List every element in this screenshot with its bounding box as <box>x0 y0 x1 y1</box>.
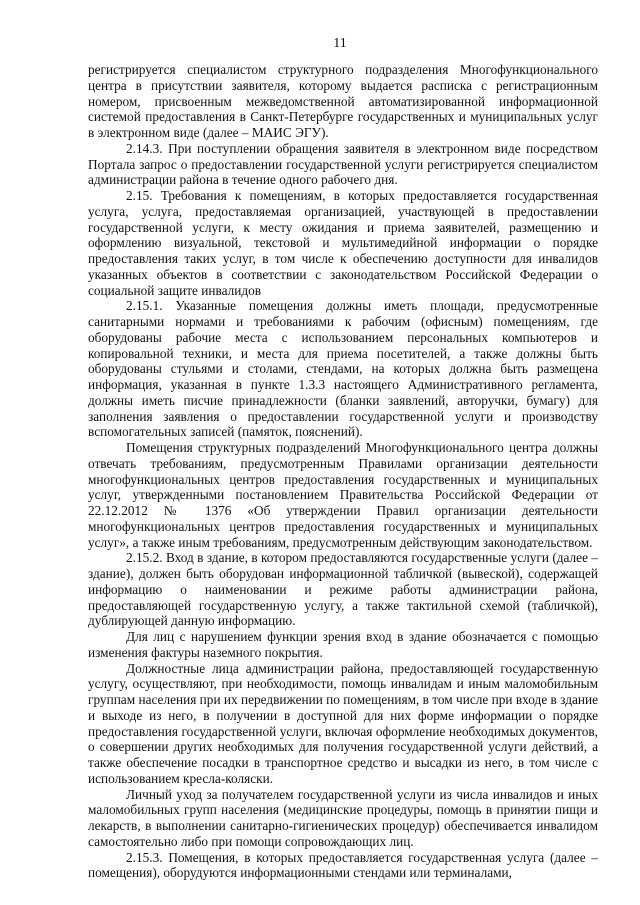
paragraph-2-15-1: 2.15.1. Указанные помещения должны иметь площади, предусмотренные санитарными нормами и требованиями к рабочим (офисным) помещениям, где оборудованы рабочие места с использованием персональных компьютеров и копировальной техники, и места для приема посетителей, а также должны быть оборудованы стульями и столами, стендами, на которых должна быть размещена информация, указанная в пункте 1.3.3 настоящего Административного регламента, должны иметь писчие принадлежности (бланки заявлений, авторучки, бумагу) для заполнения заявления о предоставлении государственной услуги и производству вспомогательных записей (памяток, пояснений). <box>88 298 598 440</box>
paragraph-2-15-3: 2.15.3. Помещения, в которых предоставляется государственная услуга (далее – помещения), оборудуются информационными стендами или терминалами, <box>88 849 598 881</box>
paragraph-2-14-3: 2.14.3. При поступлении обращения заявителя в электронном виде посредством Портала запрос о предоставлении государственной услуги регистрируется специалистом администрации района в течение одного рабочего дня. <box>88 140 598 188</box>
paragraph-mfc-premises: Помещения структурных подразделений Многофункционального центра должны отвечать требованиям, предусмотренным Правилами организации деятельности многофункциональных центров предоставления государственных и муниципальных услуг, утвержденными постановлением Правительства Российской Федерации от 22.12.2012 № 1376 «Об утверждении Правил организации деятельности многофункциональных центров предоставления государственных и муниципальных услуг», а также иным требованиям, предусмотренным действующим законодательством. <box>88 440 598 550</box>
paragraph-continuation: регистрируется специалистом структурного подразделения Многофункционального центра в присутствии заявителя, которому выдается расписка с регистрационным номером, присвоенным межведомственной автоматизированной информационной системой предоставления в Санкт-Петербурге государственных и муниципальных услуг в электронном виде (далее – МАИС ЭГУ). <box>88 62 598 140</box>
document-body <box>88 62 598 881</box>
paragraph-officials-assistance: Должностные лица администрации района, предоставляющей государственную услугу, осуществляют, при необходимости, помощь инвалидам и иным маломобильным группам населения при их передвижении по помещениям, в том числе при входе в здание и выходе из него, в получении в доступной для них форме информации о порядке предоставления государственной услуги, включая оформление необходимых документов, о совершении других необходимых для получения государственной услуги действий, а также обеспечение посадки в транспортное средство и высадки из него, в том числе с использованием кресла-коляски. <box>88 660 598 786</box>
paragraph-2-15-2: 2.15.2. Вход в здание, в котором предоставляются государственные услуги (далее – здание), должен быть оборудован информационной табличкой (вывеской), содержащей информацию о наименовании и режиме работы администрации района, предоставляющей государственную услугу, а также тактильной схемой (табличкой), дублирующей данную информацию. <box>88 550 598 629</box>
paragraph-2-15: 2.15. Требования к помещениям, в которых предоставляется государственная услуга, услуга, предоставляемая организацией, участвующей в предоставлении государственной услуги, к месту ожидания и приема заявителей, размещению и оформлению визуальной, текстовой и мультимедийной информации о порядке предоставления таких услуг, в том числе к обеспечению доступности для инвалидов указанных объектов в соответствии с законодательством Российской Федерации о социальной защите инвалидов <box>88 188 598 298</box>
paragraph-vision-impaired-entrance: Для лиц с нарушением функции зрения вход в здание обозначается с помощью изменения фактуры наземного покрытия. <box>88 629 598 660</box>
page-number: 11 <box>333 36 347 51</box>
paragraph-personal-care: Личный уход за получателем государственной услуги из числа инвалидов и иных маломобильных групп населения (медицинские процедуры, помощь в принятии пищи и лекарств, в выполнении санитарно-гигиенических процедур) обеспечивается инвалидом самостоятельно либо при помощи сопровождающих лиц. <box>88 786 598 849</box>
